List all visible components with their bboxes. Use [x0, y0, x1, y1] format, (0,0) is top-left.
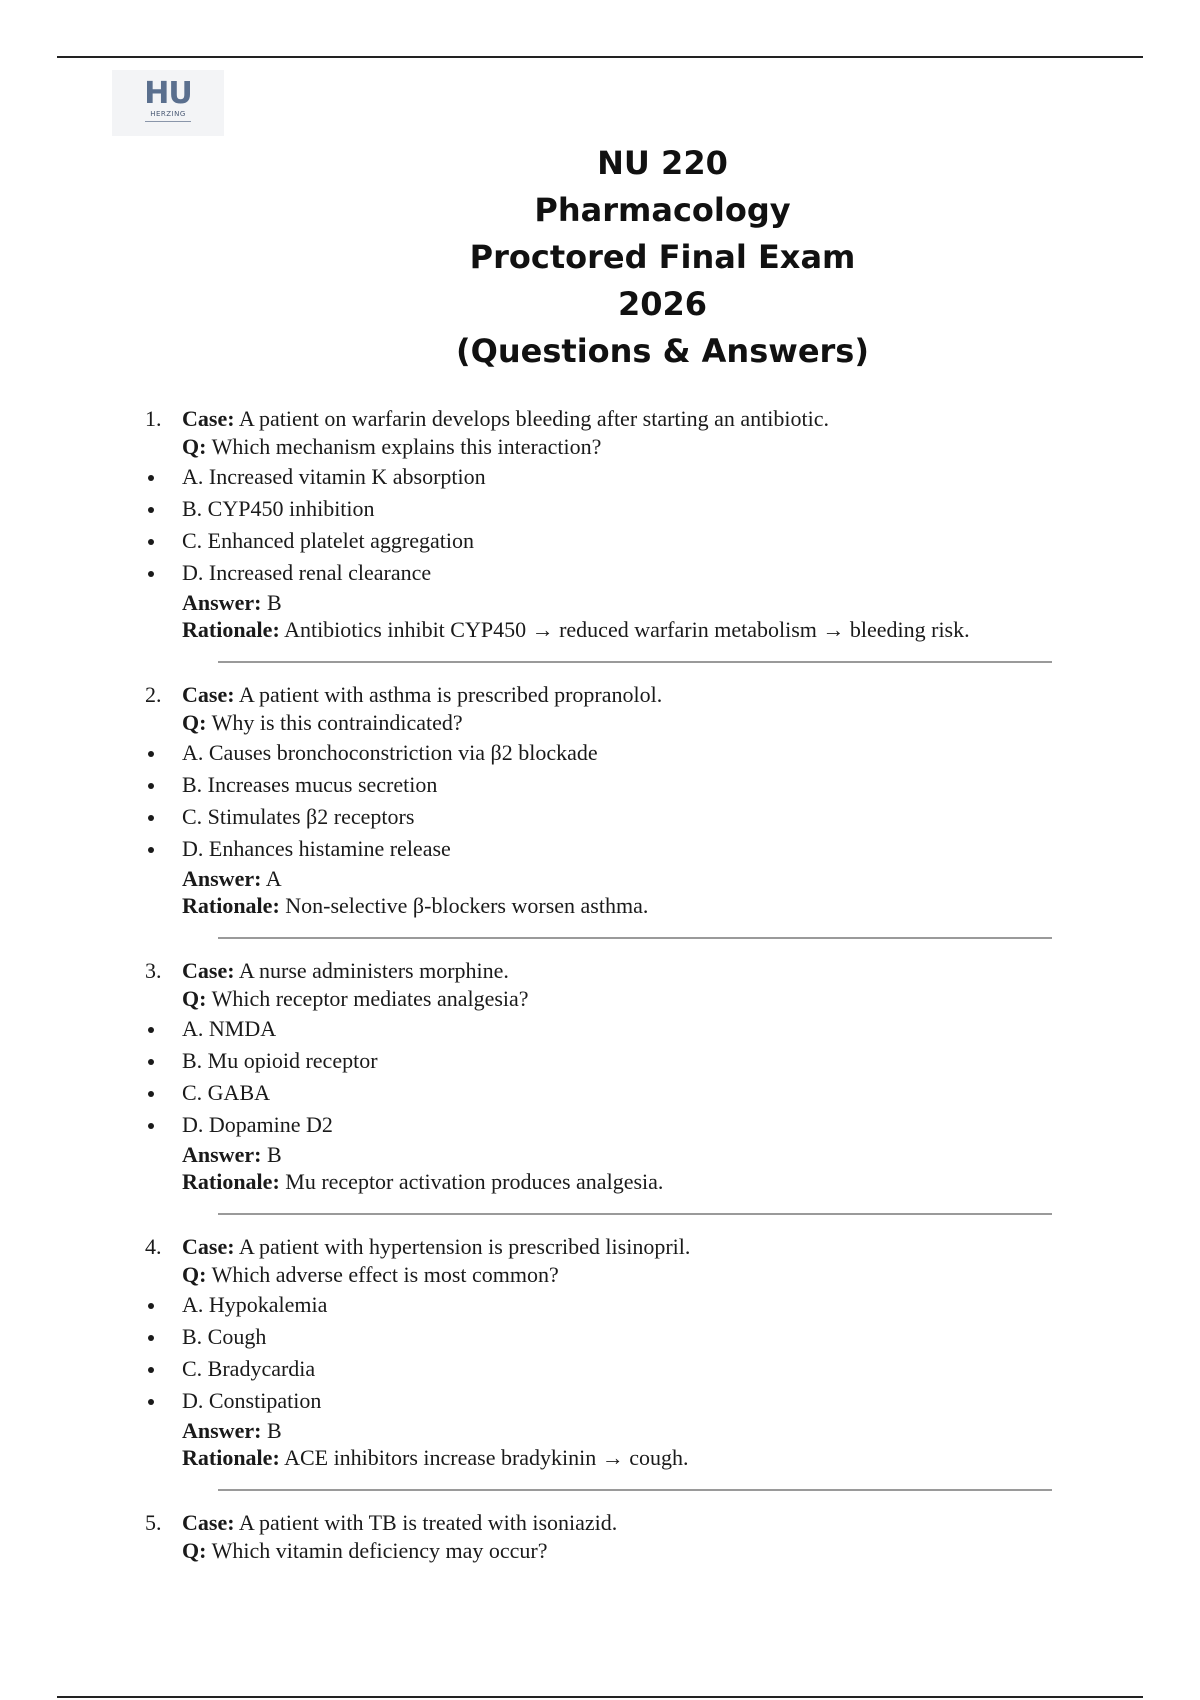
case-text: A patient with hypertension is prescribed lisinopril.	[238, 1234, 691, 1259]
option-d	[0, 557, 1200, 589]
q-text: Why is this contraindicated?	[211, 710, 463, 735]
case-label: Case:	[182, 1234, 235, 1259]
bullet-icon	[148, 571, 154, 577]
question-separator	[218, 661, 1052, 663]
question-number: 4.	[145, 1234, 162, 1259]
option-c	[0, 1353, 1200, 1385]
option-text: B. Cough	[182, 1324, 267, 1349]
bullet-icon	[148, 783, 154, 789]
answer-line	[0, 1141, 1200, 1168]
answer-label: Answer:	[182, 866, 262, 891]
answer-value: A	[265, 866, 282, 891]
bullet-icon	[148, 1027, 154, 1033]
question-2	[0, 681, 1200, 919]
answer-label: Answer:	[182, 590, 262, 615]
option-text: C. Enhanced platelet aggregation	[182, 528, 474, 553]
bullet-icon	[148, 1123, 154, 1129]
option-a	[0, 1013, 1200, 1045]
case-text: A patient with asthma is prescribed propranolol.	[238, 682, 663, 707]
q-text: Which mechanism explains this interaction?	[211, 434, 602, 459]
answer-line	[0, 589, 1200, 616]
document-title	[0, 140, 1200, 375]
question-number: 1.	[145, 406, 162, 431]
option-c	[0, 801, 1200, 833]
question-case	[0, 681, 1200, 709]
q-text: Which vitamin deficiency may occur?	[211, 1538, 548, 1563]
q-label: Q:	[182, 434, 207, 459]
rationale-label: Rationale:	[182, 1169, 280, 1194]
answer-line	[0, 1417, 1200, 1444]
option-text: A. Causes bronchoconstriction via β2 blockade	[182, 740, 598, 765]
question-case	[0, 1233, 1200, 1261]
option-d	[0, 1109, 1200, 1141]
option-b	[0, 769, 1200, 801]
bullet-icon	[148, 1091, 154, 1097]
question-separator	[218, 1213, 1052, 1215]
option-text: A. Increased vitamin K absorption	[182, 464, 486, 489]
option-text: B. CYP450 inhibition	[182, 496, 375, 521]
title-year: 2026	[617, 285, 708, 323]
question-prompt	[0, 1261, 1200, 1289]
rationale-text: Non-selective β-blockers worsen asthma.	[285, 893, 649, 918]
question-separator	[218, 1489, 1052, 1491]
option-text: B. Increases mucus secretion	[182, 772, 438, 797]
option-text: A. Hypokalemia	[182, 1292, 328, 1317]
option-d	[0, 1385, 1200, 1417]
option-c	[0, 525, 1200, 557]
q-label: Q:	[182, 986, 207, 1011]
question-5	[0, 1509, 1200, 1565]
case-label: Case:	[182, 682, 235, 707]
question-case	[0, 405, 1200, 433]
title-course: NU 220	[597, 144, 728, 182]
q-label: Q:	[182, 710, 207, 735]
question-4	[0, 1233, 1200, 1471]
option-c	[0, 1077, 1200, 1109]
logo-mark: HU	[144, 76, 192, 111]
bottom-rule	[57, 1696, 1143, 1698]
bullet-icon	[148, 1335, 154, 1341]
rationale-text: Mu receptor activation produces analgesia.	[285, 1169, 664, 1194]
answer-label: Answer:	[182, 1418, 262, 1443]
rationale-line	[0, 892, 1200, 919]
rationale-text: ACE inhibitors increase bradykinin → cough.	[284, 1445, 689, 1470]
option-text: C. Stimulates β2 receptors	[182, 804, 415, 829]
bullet-icon	[148, 1367, 154, 1373]
bullet-icon	[148, 539, 154, 545]
bullet-icon	[148, 847, 154, 853]
rationale-line	[0, 1168, 1200, 1195]
answer-label: Answer:	[182, 1142, 262, 1167]
bullet-icon	[148, 815, 154, 821]
case-label: Case:	[182, 406, 235, 431]
title-subject: Pharmacology	[534, 191, 791, 229]
logo-name: HERZING	[150, 110, 186, 118]
question-prompt	[0, 985, 1200, 1013]
option-text: C. GABA	[182, 1080, 271, 1105]
bullet-icon	[148, 507, 154, 513]
rationale-label: Rationale:	[182, 1445, 280, 1470]
bullet-icon	[148, 1059, 154, 1065]
option-a	[0, 737, 1200, 769]
question-number: 5.	[145, 1510, 162, 1535]
answer-value: B	[266, 1142, 282, 1167]
question-number: 3.	[145, 958, 162, 983]
option-text: D. Enhances histamine release	[182, 836, 451, 861]
title-exam: Proctored Final Exam	[469, 238, 856, 276]
question-1	[0, 405, 1200, 643]
herzing-logo	[112, 70, 224, 136]
question-case	[0, 1509, 1200, 1537]
rationale-label: Rationale:	[182, 893, 280, 918]
option-a	[0, 461, 1200, 493]
option-text: C. Bradycardia	[182, 1356, 316, 1381]
question-case	[0, 957, 1200, 985]
option-text: D. Dopamine D2	[182, 1112, 333, 1137]
case-text: A nurse administers morphine.	[238, 958, 509, 983]
option-text: D. Increased renal clearance	[182, 560, 432, 585]
title-subtitle: (Questions & Answers)	[456, 332, 869, 370]
option-d	[0, 833, 1200, 865]
case-label: Case:	[182, 958, 235, 983]
option-text: A. NMDA	[182, 1016, 277, 1041]
option-b	[0, 1321, 1200, 1353]
question-prompt	[0, 433, 1200, 461]
option-a	[0, 1289, 1200, 1321]
question-separator	[218, 937, 1052, 939]
q-text: Which adverse effect is most common?	[211, 1262, 559, 1287]
bullet-icon	[148, 751, 154, 757]
q-label: Q:	[182, 1538, 207, 1563]
question-list	[0, 405, 1200, 1565]
rationale-line	[0, 616, 1200, 643]
bullet-icon	[148, 475, 154, 481]
option-b	[0, 1045, 1200, 1077]
logo-underline	[145, 121, 191, 122]
question-prompt	[0, 709, 1200, 737]
case-label: Case:	[182, 1510, 235, 1535]
option-b	[0, 493, 1200, 525]
question-3	[0, 957, 1200, 1195]
option-text: D. Constipation	[182, 1388, 322, 1413]
bullet-icon	[148, 1399, 154, 1405]
q-label: Q:	[182, 1262, 207, 1287]
rationale-text: Antibiotics inhibit CYP450 → reduced warfarin metabolism → bleeding risk.	[284, 617, 970, 642]
question-number: 2.	[145, 682, 162, 707]
bullet-icon	[148, 1303, 154, 1309]
answer-value: B	[266, 590, 282, 615]
top-rule	[57, 56, 1143, 58]
q-text: Which receptor mediates analgesia?	[211, 986, 529, 1011]
rationale-line	[0, 1444, 1200, 1471]
case-text: A patient with TB is treated with isoniazid.	[238, 1510, 618, 1535]
rationale-label: Rationale:	[182, 617, 280, 642]
answer-value: B	[266, 1418, 282, 1443]
answer-line	[0, 865, 1200, 892]
question-prompt	[0, 1537, 1200, 1565]
case-text: A patient on warfarin develops bleeding after starting an antibiotic.	[238, 406, 829, 431]
option-text: B. Mu opioid receptor	[182, 1048, 378, 1073]
